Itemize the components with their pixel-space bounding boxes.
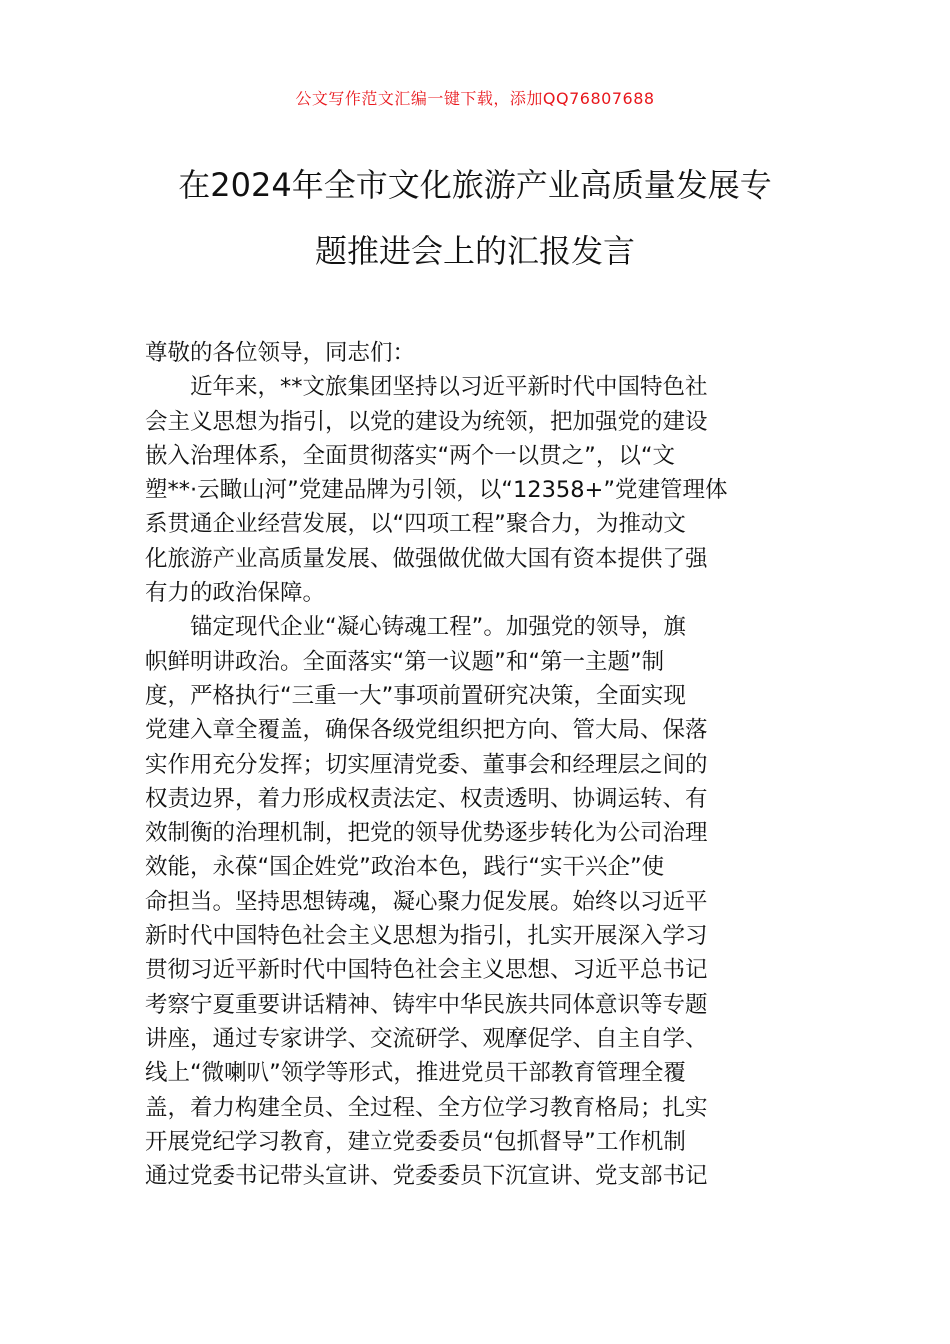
salutation: 尊敬的各位领导，同志们： bbox=[145, 340, 416, 366]
paragraph-line: 帜鲜明讲政治。全面落实“第一议题”和“第一主题”制 bbox=[145, 648, 665, 675]
paragraph-line: 考察宁夏重要讲话精神、铸牢中华民族共同体意识等专题 bbox=[145, 991, 708, 1018]
paragraph-line: 度，严格执行“三重一大”事项前置研究决策，全面实现 bbox=[145, 682, 686, 709]
paragraph-line: 实作用充分发挥；切实厘清党委、董事会和经理层之间的 bbox=[145, 751, 708, 778]
paragraph-intro bbox=[145, 370, 810, 610]
paragraph-line: 效能，永葆“国企姓党”政治本色，践行“实干兴企”使 bbox=[145, 854, 665, 881]
paragraph-line: 开展党纪学习教育，建立党委委员“包抓督导”工作机制 bbox=[145, 1128, 686, 1155]
paragraph-line: 有力的政治保障。 bbox=[145, 580, 326, 607]
paragraph-line: 近年来，**文旅集团坚持以习近平新时代中国特色社 bbox=[190, 374, 708, 401]
document-title bbox=[120, 152, 830, 284]
title-line: 题推进会上的汇报发言 bbox=[314, 232, 635, 270]
paragraph-line: 嵌入治理体系，全面贯彻落实“两个一以贯之”，以“文 bbox=[145, 442, 675, 469]
paragraph-line: 化旅游产业高质量发展、做强做优做大国有资本提供了强 bbox=[145, 545, 708, 572]
paragraph-line: 党建入章全覆盖，确保各级党组织把方向、管大局、保落 bbox=[145, 717, 708, 744]
paragraph-line: 盖，着力构建全员、全过程、全方位学习教育格局；扎实 bbox=[145, 1094, 708, 1121]
paragraph-line: 锚定现代企业“凝心铸魂工程”。加强党的领导，旗 bbox=[190, 614, 686, 641]
paragraph-line: 线上“微喇叭”领学等形式，推进党员干部教育管理全覆 bbox=[145, 1060, 686, 1087]
paragraph-line: 效制衡的治理机制，把党的领导优势逐步转化为公司治理 bbox=[145, 820, 708, 847]
header-download-note: 公文写作范文汇编一键下载，添加QQ76807688 bbox=[295, 89, 655, 108]
paragraph-line: 贯彻习近平新时代中国特色社会主义思想、习近平总书记 bbox=[145, 957, 708, 984]
paragraph-line: 通过党委书记带头宣讲、党委委员下沉宣讲、党支部书记 bbox=[145, 1163, 708, 1190]
paragraph-line: 会主义思想为指引，以党的建设为统领，把加强党的建设 bbox=[145, 408, 708, 435]
paragraph-line: 权责边界，着力形成权责法定、权责透明、协调运转、有 bbox=[145, 785, 708, 812]
title-line: 在2024年全市文化旅游产业高质量发展专 bbox=[178, 166, 772, 204]
paragraph-line: 塑**·云瞰山河”党建品牌为引领，以“12358+”党建管理体 bbox=[145, 477, 728, 504]
paragraph-line: 讲座，通过专家讲学、交流研学、观摩促学、自主自学、 bbox=[145, 1025, 708, 1052]
paragraph-soul-project bbox=[145, 610, 810, 1193]
document-body bbox=[145, 336, 810, 1193]
paragraph-line: 新时代中国特色社会主义思想为指引，扎实开展深入学习 bbox=[145, 923, 708, 950]
paragraph-line: 系贯通企业经营发展，以“四项工程”聚合力，为推动文 bbox=[145, 511, 686, 538]
paragraph-line: 命担当。坚持思想铸魂，凝心聚力促发展。始终以习近平 bbox=[145, 888, 708, 915]
